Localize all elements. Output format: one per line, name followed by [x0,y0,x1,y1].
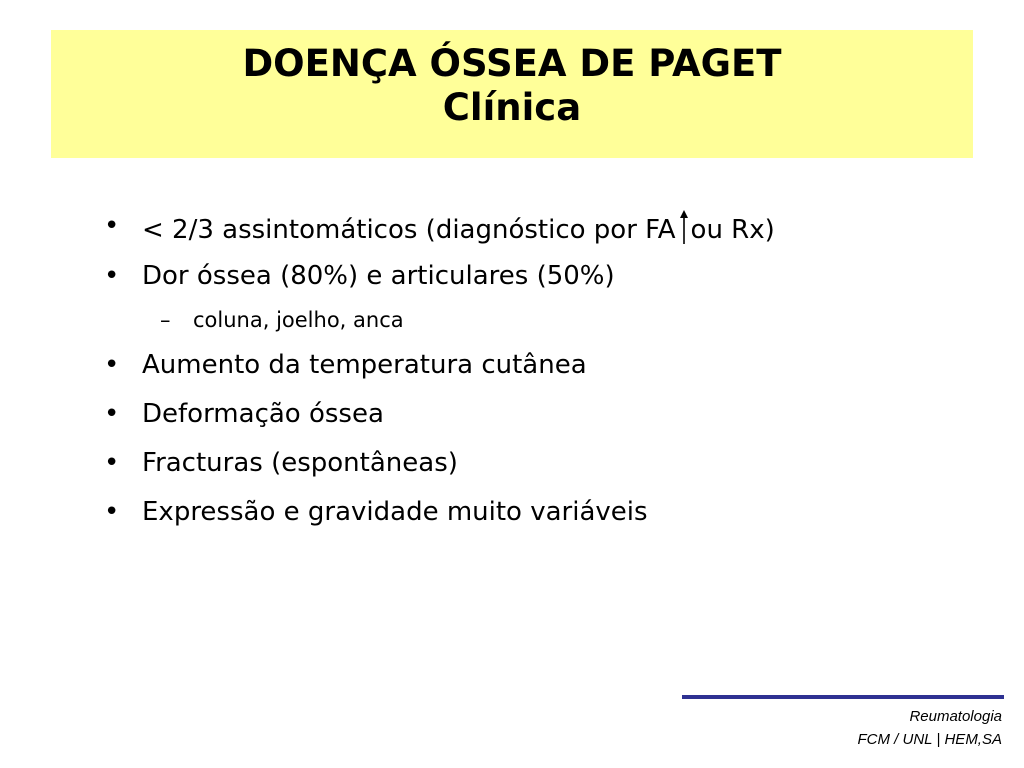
bullet-marker: • [104,399,120,429]
bullet-text: Deformação óssea [142,399,384,429]
footer-department: Reumatologia [909,708,1002,725]
bullet-text-after: ou Rx) [690,215,775,245]
bullet-text: Expressão e gravidade muito variáveis [142,497,648,527]
bullet-marker: • [104,261,120,291]
bullet-text: Aumento da temperatura cutânea [142,350,587,380]
footer-divider [682,695,1004,699]
bullet-marker: • [104,497,120,527]
slide-subtitle: Clínica [442,86,582,129]
title-box [51,30,973,158]
sub-bullet-text: coluna, joelho, anca [193,308,404,332]
bullet-marker: • [104,448,120,478]
bullet-marker: • [104,350,120,380]
bullet-text-before: < 2/3 assintomáticos (diagnóstico por FA [142,215,676,245]
bullet-text: Fracturas (espontâneas) [142,448,458,478]
bullet-text: Dor óssea (80%) e articulares (50%) [142,261,615,291]
bullet-text [142,210,775,246]
bullet-marker: • [104,211,120,241]
footer-institution: FCM / UNL | HEM,SA [857,731,1002,748]
up-arrow-icon [678,210,690,246]
slide-title: DOENÇA ÓSSEA DE PAGET [242,42,782,85]
sub-bullet-marker: – [160,308,171,332]
